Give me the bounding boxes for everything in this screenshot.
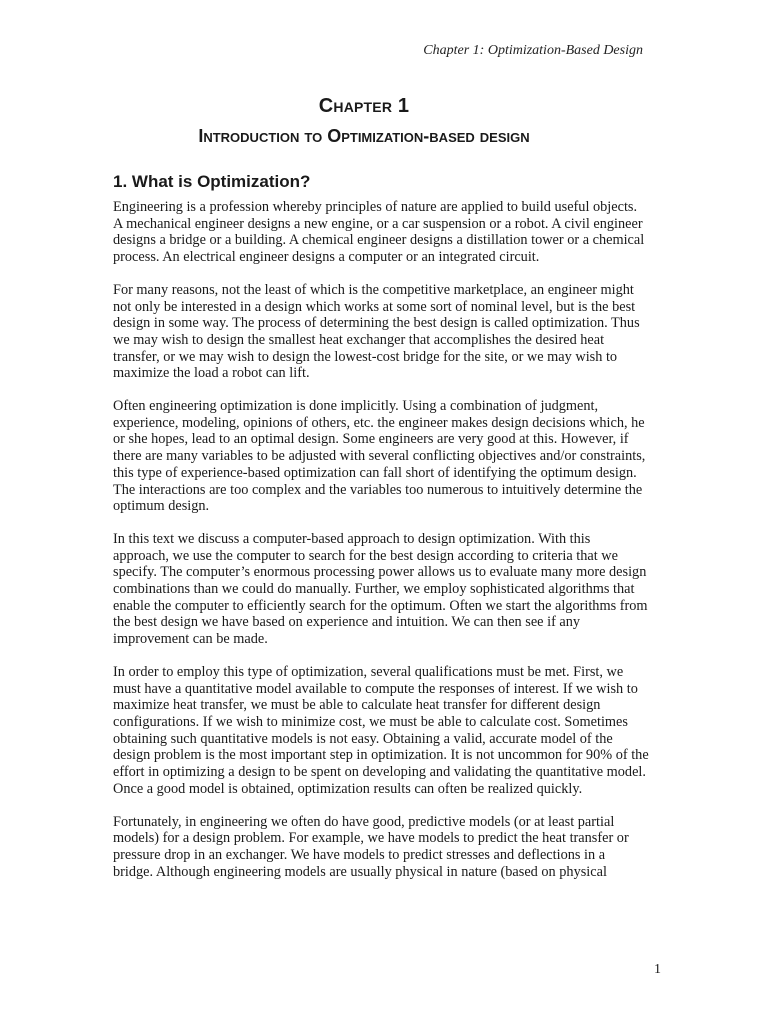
text-line: optimum design. bbox=[113, 498, 210, 515]
paragraph bbox=[113, 282, 689, 382]
text-line: this type of experience-based optimization can fall short of identifying the optimum design. bbox=[113, 464, 637, 481]
running-header: Chapter 1: Optimization-Based Design bbox=[423, 43, 643, 58]
text-line: Fortunately, in engineering we often do have good, predictive models (or at least partial bbox=[113, 813, 615, 830]
text-line: experience, modeling, opinions of others, etc. the engineer makes design decisions which, he bbox=[113, 414, 645, 431]
text-line: A mechanical engineer designs a new engine, or a car suspension or a robot. A civil engineer bbox=[113, 215, 643, 232]
paragraph bbox=[113, 531, 689, 648]
text-line: we may wish to design the smallest heat exchanger that accomplishes the desired heat bbox=[113, 331, 605, 348]
text-line: combinations than we could do manually. Further, we employ sophisticated algorithms that bbox=[113, 581, 635, 598]
text-line: design in some way. The process of determining the best design is called optimization. Thus bbox=[113, 315, 640, 332]
text-line: bridge. Although engineering models are usually physical in nature (based on physical bbox=[113, 863, 607, 880]
paragraph bbox=[113, 398, 689, 515]
body-text bbox=[113, 199, 689, 896]
text-line: improvement can be made. bbox=[113, 631, 268, 648]
paragraph bbox=[113, 814, 689, 881]
text-line: enable the computer to efficiently search for the optimum. Often we start the algorithms from bbox=[113, 597, 648, 614]
text-line: In this text we discuss a computer-based approach to design optimization. With this bbox=[113, 530, 591, 547]
text-line: process. An electrical engineer designs a computer or an integrated circuit. bbox=[113, 249, 540, 266]
paragraph bbox=[113, 664, 689, 798]
section-heading: 1. What is Optimization? bbox=[113, 172, 311, 191]
text-line: the best design we have based on experience and intuition. We can then see if any bbox=[113, 614, 581, 631]
text-line: Often engineering optimization is done implicitly. Using a combination of judgment, bbox=[113, 398, 599, 415]
chapter-label: Chapter 1 bbox=[318, 95, 410, 117]
text-line: not only be interested in a design which works at some sort of nominal level, but is the best bbox=[113, 298, 636, 315]
text-line: Engineering is a profession whereby principles of nature are applied to build useful objects. bbox=[113, 199, 638, 215]
text-line: effort in optimizing a design to be spent on developing and validating the quantitative model. bbox=[113, 764, 646, 781]
text-line: Once a good model is obtained, optimization results can often be realized quickly. bbox=[113, 780, 583, 797]
text-line: configurations. If we wish to minimize cost, we must be able to calculate cost. Sometimes bbox=[113, 713, 628, 730]
text-line: or she hopes, lead to an optimal design. Some engineers are very good at this. However, if bbox=[113, 431, 629, 448]
text-line: transfer, or we may wish to design the lowest-cost bridge for the site, or we may wish to bbox=[113, 348, 618, 365]
text-line: models) for a design problem. For example, we have models to predict the heat transfer or bbox=[113, 830, 629, 847]
text-line: maximize the load a robot can lift. bbox=[113, 365, 310, 382]
text-line: In order to employ this type of optimization, several qualifications must be met. First, we bbox=[113, 663, 624, 680]
text-line: approach, we use the computer to search for the best design according to criteria that we bbox=[113, 547, 618, 564]
text-line: For many reasons, not the least of which is the competitive marketplace, an engineer might bbox=[113, 281, 634, 298]
text-line: maximize heat transfer, we must be able to calculate heat transfer for different design bbox=[113, 697, 601, 714]
text-line: specify. The computer’s enormous processing power allows us to evaluate many more design bbox=[113, 564, 647, 581]
text-line: pressure drop in an exchanger. We have models to predict stresses and deflections in a bbox=[113, 846, 606, 863]
paragraph bbox=[113, 199, 689, 266]
chapter-title: Introduction to Optimization-based design bbox=[198, 126, 530, 146]
text-line: design problem is the most important step in optimization. It is not uncommon for 90% of the bbox=[113, 747, 649, 764]
page-number: 1 bbox=[654, 962, 661, 977]
text-line: The interactions are too complex and the variables too numerous to intuitively determine the bbox=[113, 481, 643, 498]
text-line: obtaining such quantitative models is not easy. Obtaining a valid, accurate model of the bbox=[113, 730, 613, 747]
text-line: there are many variables to be adjusted with several conflicting objectives and/or constraints, bbox=[113, 448, 646, 465]
text-line: designs a bridge or a building. A chemical engineer designs a distillation tower or a chemical bbox=[113, 232, 645, 249]
text-line: must have a quantitative model available to compute the responses of interest. If we wish to bbox=[113, 680, 638, 697]
